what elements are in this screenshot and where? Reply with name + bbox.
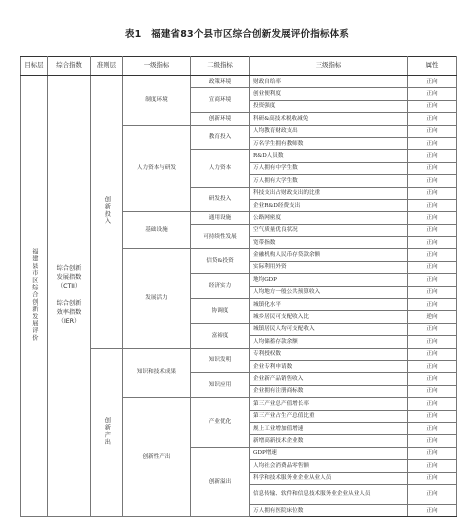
attribute-cell: 正向 [408, 187, 457, 199]
level2-coordination: 协调度 [191, 299, 250, 324]
level3-indicator: 企业新产品销售收入 [250, 373, 408, 385]
header-level1: 一级指标 [123, 57, 191, 76]
attribute-cell: 正向 [408, 286, 457, 298]
level3-indicator: 城镇居民人均可支配收入 [250, 323, 408, 335]
level2-knowledge-application: 知识应用 [191, 373, 250, 398]
attribute-cell: 正向 [408, 422, 457, 434]
attribute-cell: 正向 [408, 398, 457, 410]
attribute-cell: 正向 [408, 237, 457, 249]
attribute-cell: 正向 [408, 323, 457, 335]
attribute-cell: 正向 [408, 100, 457, 112]
attribute-cell: 正向 [408, 150, 457, 162]
level1-innovative-output: 创新性产出 [123, 398, 191, 517]
attribute-cell: 正向 [408, 410, 457, 422]
level1-human-capital-rd: 人力资本与研发 [123, 125, 191, 212]
level3-indicator: GDP增速 [250, 447, 408, 459]
attribute-cell: 正向 [408, 199, 457, 211]
attribute-cell: 正向 [408, 472, 457, 484]
level3-indicator: 公路网密度 [250, 212, 408, 224]
level1-development-vitality: 发展活力 [123, 249, 191, 348]
level3-indicator: 人均教育财政支出 [250, 125, 408, 137]
level3-indicator: 信息传输、软件和信息技术服务业企业从业人员 [250, 484, 408, 504]
level3-indicator: 科学和技术服务业企业从业人员 [250, 472, 408, 484]
criteria-innovation-output: 创新产出 [91, 348, 123, 517]
level2-policy-environment: 政策环境 [191, 76, 250, 88]
level3-indicator: 万人拥有医院床位数 [250, 504, 408, 516]
attribute-cell: 正向 [408, 336, 457, 348]
attribute-cell: 正向 [408, 88, 457, 100]
level3-indicator: 财政自给率 [250, 76, 408, 88]
attribute-cell: 逆向 [408, 311, 457, 323]
level3-indicator: 金融机构人民币存贷款余额 [250, 249, 408, 261]
level3-indicator: 科研&高技术税收减免 [250, 113, 408, 125]
level1-knowledge-tech-results: 知识和技术成果 [123, 348, 191, 398]
attribute-cell: 正向 [408, 299, 457, 311]
level3-indicator: 第三产业总产值增长率 [250, 398, 408, 410]
level3-indicator: 城乡居民可支配收入比 [250, 311, 408, 323]
level2-economic-strength: 经济实力 [191, 274, 250, 299]
level3-indicator: 人均储蓄存款余额 [250, 336, 408, 348]
level3-indicator: 人均地方一般公共预算收入 [250, 286, 408, 298]
level2-knowledge-invention: 知识发明 [191, 348, 250, 373]
attribute-cell: 正向 [408, 249, 457, 261]
attribute-cell: 正向 [408, 224, 457, 236]
level3-indicator: 城镇化水平 [250, 299, 408, 311]
level3-indicator: 专利授权数 [250, 348, 408, 360]
level2-general-facilities: 通用设施 [191, 212, 250, 224]
level3-indicator: 新增高新技术企业数 [250, 435, 408, 447]
level3-indicator: 人均社会消费品零售额 [250, 460, 408, 472]
target-layer-label: 福建县市区综合创新发展评价 [30, 247, 38, 342]
header-level2: 二级指标 [191, 57, 250, 76]
header-target-layer: 目标层 [21, 57, 48, 76]
level1-institutional-environment: 制度环境 [123, 76, 191, 126]
table-title: 表1 福建省83个县市区综合创新发展评价指标体系 [124, 29, 350, 40]
level3-indicator: 地均GDP [250, 274, 408, 286]
level2-business-environment: 宣商环境 [191, 88, 250, 113]
level3-indicator: 企业拥有注册商标数 [250, 385, 408, 397]
indicator-table [20, 56, 457, 517]
attribute-cell: 正向 [408, 76, 457, 88]
level2-rd-input: 研发投入 [191, 187, 250, 212]
attribute-cell: 正向 [408, 360, 457, 372]
level3-indicator: 空气质量优良状况 [250, 224, 408, 236]
header-attribute: 属性 [408, 57, 457, 76]
target-layer-cell [21, 76, 48, 517]
header-level3: 三级指标 [250, 57, 408, 76]
level3-indicator: 宽带指数 [250, 237, 408, 249]
attribute-cell: 正向 [408, 348, 457, 360]
ctii-label: 综合创新 发展指数 （CTII） [56, 265, 82, 291]
attribute-cell: 正向 [408, 385, 457, 397]
level3-indicator: 规上工业增加值增速 [250, 422, 408, 434]
level3-indicator: 企业R&D经费支出 [250, 199, 408, 211]
header-composite-index: 综合指数 [48, 57, 91, 76]
table-row [21, 76, 457, 88]
level2-affluence: 富裕度 [191, 323, 250, 348]
attribute-cell: 正向 [408, 504, 457, 516]
level3-indicator: 创业便利度 [250, 88, 408, 100]
level2-credit-investment: 信贷&投资 [191, 249, 250, 274]
attribute-cell: 正向 [408, 175, 457, 187]
attribute-cell: 正向 [408, 274, 457, 286]
level1-infrastructure: 基础设施 [123, 212, 191, 249]
level3-indicator: 投资强度 [250, 100, 408, 112]
level3-indicator: 第三产业占生产总值比重 [250, 410, 408, 422]
header-row [21, 57, 457, 76]
attribute-cell: 正向 [408, 212, 457, 224]
level3-indicator: 万人拥有大学生数 [250, 175, 408, 187]
attribute-cell: 正向 [408, 435, 457, 447]
level3-indicator: 科技支出占财政支出的比重 [250, 187, 408, 199]
composite-index-cell [48, 76, 91, 517]
header-criteria-layer: 准则层 [91, 57, 123, 76]
attribute-cell: 正向 [408, 261, 457, 273]
attribute-cell: 正向 [408, 125, 457, 137]
attribute-cell: 正向 [408, 113, 457, 125]
ier-label: 综合创新 效率指数 （IER） [56, 300, 82, 326]
attribute-cell: 正向 [408, 460, 457, 472]
level3-indicator: R&D人员数 [250, 150, 408, 162]
level3-indicator: 万名学生拥有教师数 [250, 137, 408, 149]
level3-indicator: 实际利用外资 [250, 261, 408, 273]
level2-innovation-environment: 创新环境 [191, 113, 250, 125]
level2-industrial-optimization: 产业优化 [191, 398, 250, 448]
criteria-innovation-input: 创新投入 [91, 76, 123, 349]
level2-human-capital: 人力资本 [191, 150, 250, 187]
level2-education-input: 教育投入 [191, 125, 250, 150]
attribute-cell: 正向 [408, 162, 457, 174]
level2-sustainable-development: 可持续性发展 [191, 224, 250, 249]
attribute-cell: 正向 [408, 137, 457, 149]
level3-indicator: 企业专利申请数 [250, 360, 408, 372]
attribute-cell: 正向 [408, 447, 457, 459]
attribute-cell: 正向 [408, 373, 457, 385]
level3-indicator: 万人拥有中学生数 [250, 162, 408, 174]
attribute-cell: 正向 [408, 484, 457, 504]
level2-innovation-spillover: 创新溢出 [191, 447, 250, 517]
